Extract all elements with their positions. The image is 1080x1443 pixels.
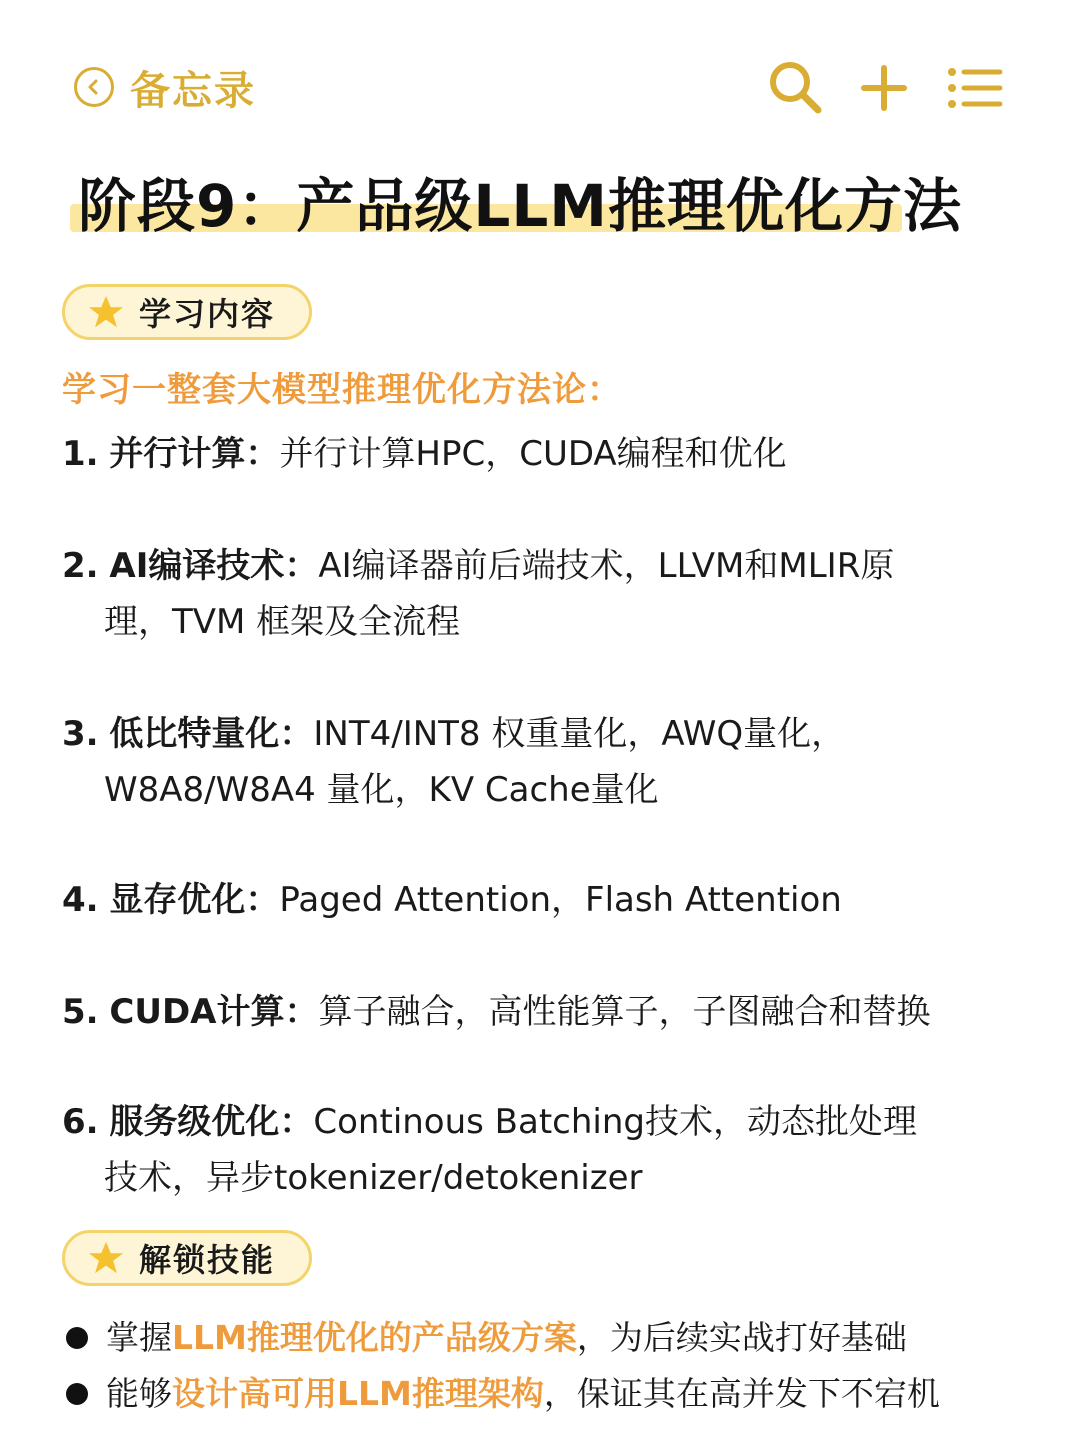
item-continuation: 技术，异步tokenizer/detokenizer: [104, 1158, 643, 1198]
list-item: [62, 1094, 917, 1206]
item-body: AI编译器前后端技术，LLVM和MLIR原: [318, 546, 895, 586]
item-number: 6.: [62, 1102, 99, 1142]
item-body: Continous Batching技术，动态批处理: [313, 1102, 917, 1142]
item-heading: 低比特量化：: [109, 714, 314, 754]
bullet-highlight: 设计高可用LLM推理架构: [172, 1374, 544, 1413]
page-title: 阶段9：产品级LLM推理优化方法: [78, 172, 962, 240]
add-button[interactable]: [854, 58, 914, 118]
search-icon: [766, 58, 826, 118]
star-icon: [87, 1239, 125, 1277]
item-number: 3.: [62, 714, 99, 754]
section-badge-learning: [62, 284, 312, 340]
item-heading: 显存优化：: [109, 880, 280, 920]
section-label: 解锁技能: [139, 1241, 276, 1279]
list-item: [62, 706, 845, 818]
bullet-prefix: 能够: [106, 1374, 172, 1413]
list-item: [62, 984, 931, 1040]
bullet-dot-icon: [66, 1383, 88, 1405]
item-heading: CUDA计算：: [109, 992, 319, 1032]
item-body: 算子融合，高性能算子，子图融合和替换: [318, 992, 931, 1032]
list-item: [62, 872, 842, 928]
item-number: 2.: [62, 546, 99, 586]
back-label: 备忘录: [130, 67, 256, 114]
title-block: [70, 168, 962, 244]
bullet-highlight: LLM推理优化的产品级方案: [172, 1318, 577, 1357]
item-body: 并行计算HPC，CUDA编程和优化: [279, 434, 787, 474]
menu-button[interactable]: [944, 58, 1004, 118]
bullet-suffix: ，保证其在高并发下不宕机: [543, 1374, 940, 1413]
item-heading: 并行计算：: [109, 434, 280, 474]
bullet-dot-icon: [66, 1327, 88, 1349]
item-continuation: W8A8/W8A4 量化，KV Cache量化: [104, 770, 659, 810]
bullet-suffix: ，为后续实战打好基础: [576, 1318, 907, 1357]
search-button[interactable]: [766, 58, 826, 118]
item-heading: AI编译技术：: [109, 546, 319, 586]
chevron-left-icon: [74, 67, 114, 107]
item-heading: 服务级优化：: [109, 1102, 314, 1142]
bullet-prefix: 掌握: [106, 1318, 172, 1357]
bullet-item: [66, 1310, 907, 1366]
item-number: 1.: [62, 434, 99, 474]
item-body: INT4/INT8 权重量化，AWQ量化，: [313, 714, 846, 754]
star-icon: [87, 293, 125, 331]
plus-icon: [854, 58, 914, 118]
section-intro: 学习一整套大模型推理优化方法论：: [62, 370, 622, 410]
list-item: [62, 538, 894, 650]
section-badge-skills: [62, 1230, 312, 1286]
bullet-item: [66, 1366, 940, 1422]
list-icon: [944, 58, 1004, 118]
item-number: 4.: [62, 880, 99, 920]
top-bar: [0, 0, 1080, 170]
item-number: 5.: [62, 992, 99, 1032]
list-item: [62, 426, 787, 482]
item-continuation: 理，TVM 框架及全流程: [104, 602, 461, 642]
back-button[interactable]: [74, 60, 256, 114]
item-body: Paged Attention，Flash Attention: [279, 880, 842, 920]
section-label: 学习内容: [139, 295, 276, 333]
